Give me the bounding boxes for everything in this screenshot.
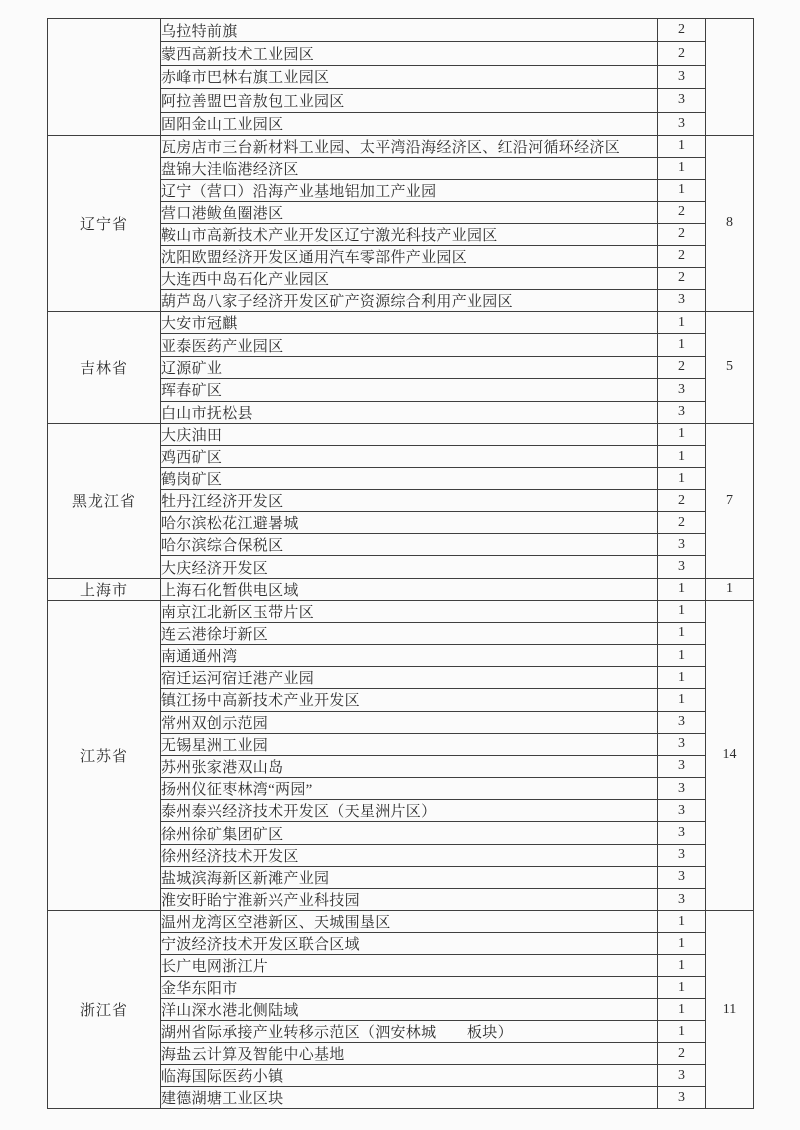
province-total-cell: 5 — [706, 311, 754, 423]
zone-name-cell: 扬州仪征枣林湾“两园” — [161, 778, 658, 800]
province-total-cell — [706, 19, 754, 136]
zone-name-cell: 宿迁运河宿迁港产业园 — [161, 667, 658, 689]
zone-level-cell: 2 — [658, 356, 706, 378]
zone-level-cell: 1 — [658, 689, 706, 711]
zone-name-cell: 苏州张家港双山岛 — [161, 755, 658, 777]
zone-name-cell: 乌拉特前旗 — [161, 19, 658, 42]
zone-level-cell: 1 — [658, 423, 706, 445]
zone-name-cell: 徐州徐矿集团矿区 — [161, 822, 658, 844]
zone-level-cell: 1 — [658, 977, 706, 999]
table-row — [48, 423, 754, 445]
zone-level-cell: 3 — [658, 289, 706, 311]
province-total-cell: 8 — [706, 135, 754, 311]
zone-level-cell: 3 — [658, 822, 706, 844]
zone-level-cell: 1 — [658, 667, 706, 689]
zone-name-cell: 盘锦大洼临港经济区 — [161, 157, 658, 179]
zone-level-cell: 3 — [658, 556, 706, 578]
zone-name-cell: 固阳金山工业园区 — [161, 112, 658, 135]
zone-name-cell: 哈尔滨综合保税区 — [161, 534, 658, 556]
zone-name-cell: 长广电网浙江片 — [161, 955, 658, 977]
zone-name-cell: 营口港鲅鱼圈港区 — [161, 201, 658, 223]
table-row — [48, 135, 754, 157]
zone-level-cell: 1 — [658, 311, 706, 333]
zone-level-cell: 1 — [658, 468, 706, 490]
zone-level-cell: 1 — [658, 644, 706, 666]
zone-name-cell: 阿拉善盟巴音敖包工业园区 — [161, 89, 658, 112]
zone-level-cell: 2 — [658, 245, 706, 267]
zone-name-cell: 哈尔滨松花江避暑城 — [161, 512, 658, 534]
table-row — [48, 311, 754, 333]
zone-level-cell: 1 — [658, 334, 706, 356]
zone-name-cell: 大连西中岛石化产业园区 — [161, 267, 658, 289]
zone-name-cell: 淮安盱眙宁淮新兴产业科技园 — [161, 889, 658, 911]
zone-name-cell: 温州龙湾区空港新区、天城围垦区 — [161, 911, 658, 933]
zone-name-cell: 南京江北新区玉带片区 — [161, 600, 658, 622]
zone-level-cell: 1 — [658, 1021, 706, 1043]
zone-name-cell: 鸡西矿区 — [161, 446, 658, 468]
zone-name-cell: 大庆经济开发区 — [161, 556, 658, 578]
zone-name-cell: 盐城滨海新区新滩产业园 — [161, 866, 658, 888]
zone-level-cell: 1 — [658, 157, 706, 179]
zone-level-cell: 3 — [658, 733, 706, 755]
province-total-cell: 7 — [706, 423, 754, 578]
zone-name-cell: 沈阳欧盟经济开发区通用汽车零部件产业园区 — [161, 245, 658, 267]
zone-name-cell: 珲春矿区 — [161, 379, 658, 401]
zone-level-cell: 3 — [658, 866, 706, 888]
province-zones-table-body — [48, 19, 754, 1109]
zone-name-cell: 泰州泰兴经济技术开发区（天星洲片区） — [161, 800, 658, 822]
zone-level-cell: 2 — [658, 201, 706, 223]
zone-level-cell: 3 — [658, 844, 706, 866]
zone-level-cell: 1 — [658, 999, 706, 1021]
zone-level-cell: 3 — [658, 800, 706, 822]
zone-name-cell: 徐州经济技术开发区 — [161, 844, 658, 866]
table-row — [48, 911, 754, 933]
zone-name-cell: 上海石化暂供电区域 — [161, 578, 658, 600]
province-cell: 浙江省 — [48, 911, 161, 1109]
zone-name-cell: 葫芦岛八家子经济开发区矿产资源综合利用产业园区 — [161, 289, 658, 311]
zone-level-cell: 3 — [658, 112, 706, 135]
table-row — [48, 578, 754, 600]
zone-level-cell: 3 — [658, 1065, 706, 1087]
zone-name-cell: 临海国际医药小镇 — [161, 1065, 658, 1087]
zone-level-cell: 3 — [658, 1087, 706, 1109]
zone-level-cell: 2 — [658, 42, 706, 65]
zone-level-cell: 2 — [658, 512, 706, 534]
zone-name-cell: 辽源矿业 — [161, 356, 658, 378]
zone-name-cell: 鹤岗矿区 — [161, 468, 658, 490]
zone-name-cell: 大安市冠麒 — [161, 311, 658, 333]
zone-level-cell: 3 — [658, 89, 706, 112]
province-cell: 吉林省 — [48, 311, 161, 423]
province-total-cell: 11 — [706, 911, 754, 1109]
province-zones-table — [47, 18, 754, 1109]
zone-level-cell: 2 — [658, 267, 706, 289]
zone-name-cell: 建德湖塘工业区块 — [161, 1087, 658, 1109]
province-total-cell: 1 — [706, 578, 754, 600]
zone-name-cell: 无锡星洲工业园 — [161, 733, 658, 755]
zone-name-cell: 宁波经济技术开发区联合区域 — [161, 933, 658, 955]
table-row — [48, 19, 754, 42]
zone-level-cell: 3 — [658, 534, 706, 556]
zone-level-cell: 2 — [658, 19, 706, 42]
zone-name-cell: 镇江扬中高新技术产业开发区 — [161, 689, 658, 711]
zone-name-cell: 鞍山市高新技术产业开发区辽宁激光科技产业园区 — [161, 223, 658, 245]
zone-level-cell: 3 — [658, 778, 706, 800]
zone-level-cell: 2 — [658, 223, 706, 245]
zone-name-cell: 赤峰市巴林右旗工业园区 — [161, 65, 658, 88]
zone-level-cell: 3 — [658, 711, 706, 733]
province-cell: 江苏省 — [48, 600, 161, 911]
province-cell: 上海市 — [48, 578, 161, 600]
zone-level-cell: 1 — [658, 179, 706, 201]
zone-level-cell: 3 — [658, 65, 706, 88]
province-cell: 辽宁省 — [48, 135, 161, 311]
zone-name-cell: 瓦房店市三台新材料工业园、太平湾沿海经济区、红沿河循环经济区 — [161, 135, 658, 157]
zone-name-cell: 白山市抚松县 — [161, 401, 658, 423]
zone-name-cell: 海盐云计算及智能中心基地 — [161, 1043, 658, 1065]
zone-name-cell: 辽宁（营口）沿海产业基地铝加工产业园 — [161, 179, 658, 201]
zone-name-cell: 南通通州湾 — [161, 644, 658, 666]
zone-name-cell: 连云港徐圩新区 — [161, 622, 658, 644]
zone-name-cell: 金华东阳市 — [161, 977, 658, 999]
zone-level-cell: 1 — [658, 446, 706, 468]
zone-level-cell: 1 — [658, 955, 706, 977]
zone-name-cell: 亚泰医药产业园区 — [161, 334, 658, 356]
zone-level-cell: 1 — [658, 578, 706, 600]
zone-level-cell: 3 — [658, 401, 706, 423]
province-cell: 黑龙江省 — [48, 423, 161, 578]
zone-level-cell: 2 — [658, 490, 706, 512]
zone-level-cell: 1 — [658, 135, 706, 157]
zone-name-cell: 湖州省际承接产业转移示范区（泗安林城 板块） — [161, 1021, 658, 1043]
province-total-cell: 14 — [706, 600, 754, 911]
zone-name-cell: 大庆油田 — [161, 423, 658, 445]
zone-level-cell: 1 — [658, 933, 706, 955]
table-row — [48, 600, 754, 622]
zone-name-cell: 蒙西高新技术工业园区 — [161, 42, 658, 65]
zone-level-cell: 3 — [658, 755, 706, 777]
zone-name-cell: 洋山深水港北侧陆域 — [161, 999, 658, 1021]
zone-level-cell: 3 — [658, 889, 706, 911]
zone-level-cell: 1 — [658, 622, 706, 644]
zone-level-cell: 1 — [658, 911, 706, 933]
zone-level-cell: 3 — [658, 379, 706, 401]
province-cell — [48, 19, 161, 136]
zone-level-cell: 1 — [658, 600, 706, 622]
zone-name-cell: 牡丹江经济开发区 — [161, 490, 658, 512]
zone-level-cell: 2 — [658, 1043, 706, 1065]
zone-name-cell: 常州双创示范园 — [161, 711, 658, 733]
